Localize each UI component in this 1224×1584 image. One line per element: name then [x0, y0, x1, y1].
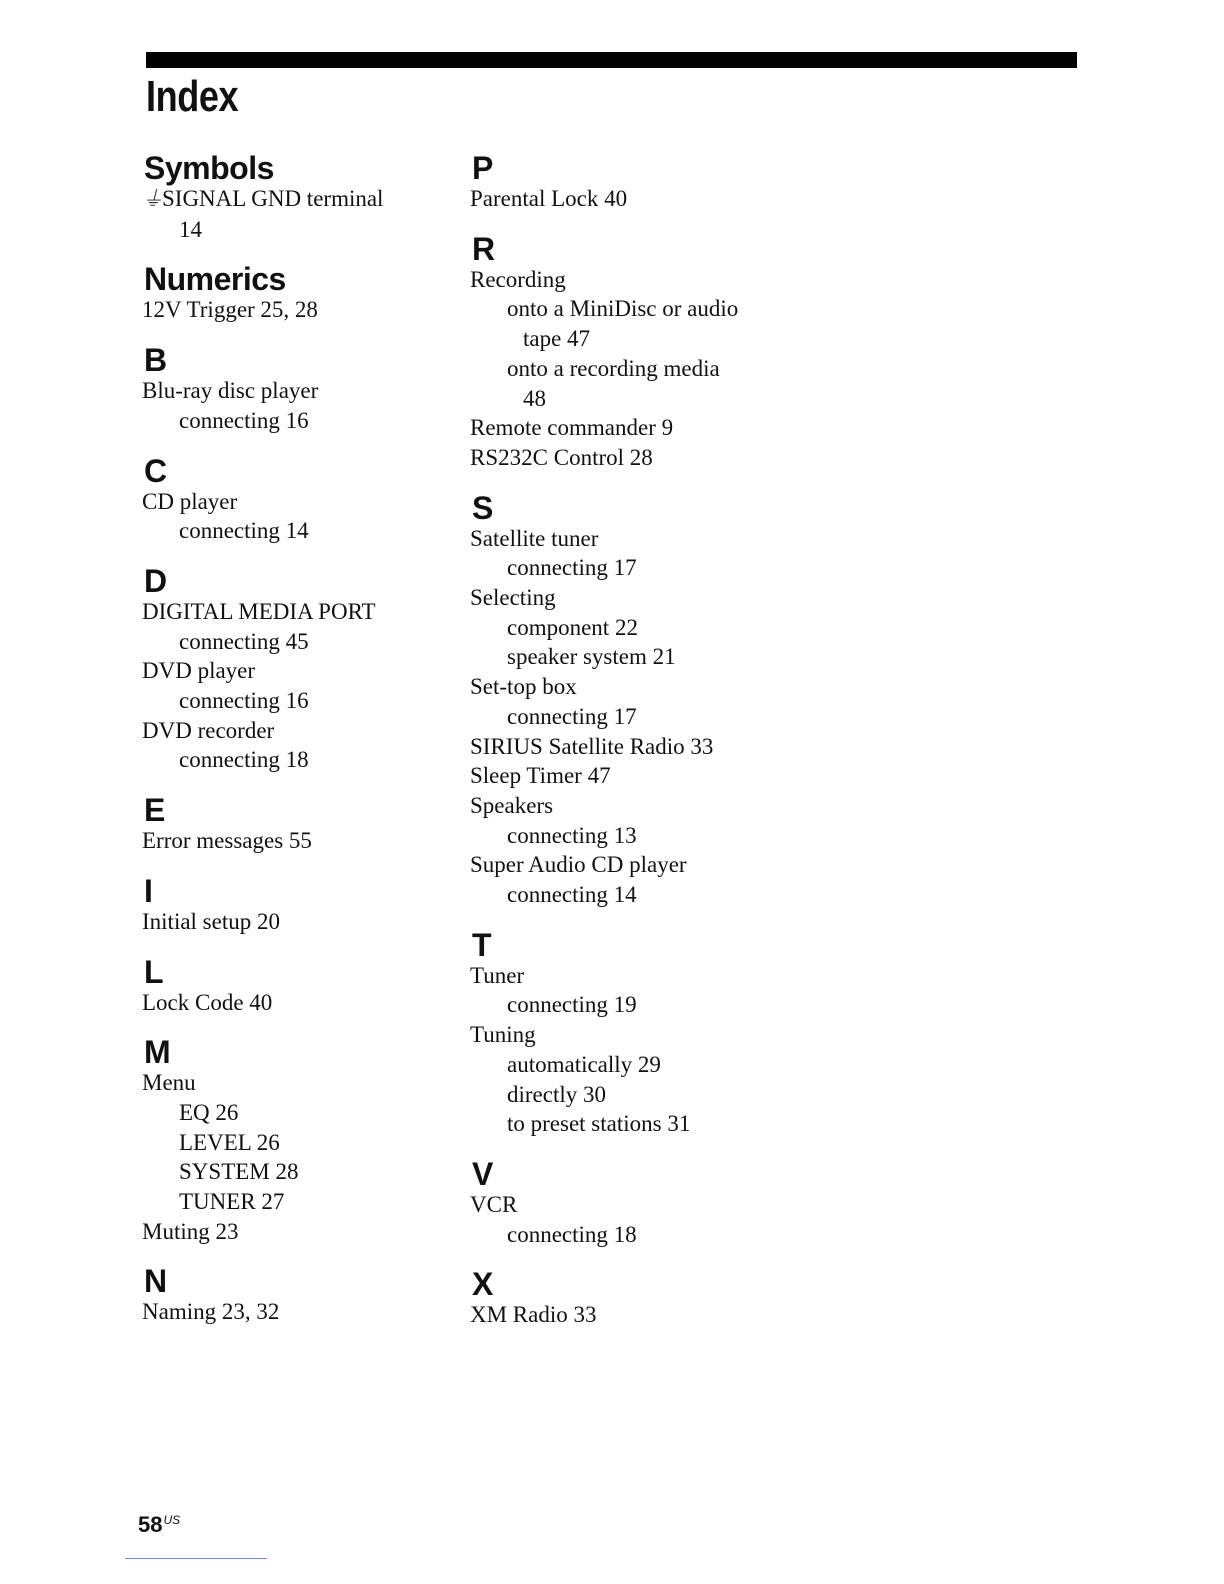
index-entry: Blu-ray disc player — [142, 378, 319, 404]
index-subentry: connecting 45 — [179, 628, 309, 654]
section-heading: R — [472, 230, 495, 267]
index-subentry: connecting 14 — [179, 518, 309, 544]
index-subentry: connecting 17 — [507, 555, 637, 581]
index-section-n — [140, 1261, 440, 1327]
index-section-i — [140, 871, 440, 937]
index-entry: 12V Trigger 25, 28 — [142, 297, 318, 323]
index-entry: XM Radio 33 — [470, 1302, 597, 1328]
page-number-suffix: US — [163, 1512, 181, 1527]
index-section-numerics — [140, 259, 440, 325]
section-heading: I — [144, 872, 153, 909]
index-entry: CD player — [142, 488, 238, 514]
index-entry: Error messages 55 — [142, 828, 312, 854]
index-entry: Tuner — [470, 962, 525, 988]
section-heading: Symbols — [144, 150, 274, 186]
index-section-e — [140, 790, 440, 856]
page-ref: tape 47 — [523, 326, 591, 352]
index-subentry: onto a recording media 48 — [468, 354, 768, 413]
index-column-left — [140, 148, 440, 1342]
index-subentry: EQ 26 — [179, 1099, 239, 1125]
index-section-x — [468, 1264, 768, 1330]
index-entry: RS232C Control 28 — [470, 444, 653, 470]
index-section-t — [468, 925, 768, 1139]
section-heading: M — [144, 1034, 171, 1071]
index-subentry: directly 30 — [507, 1081, 606, 1107]
index-entry: SIRIUS Satellite Radio 33 — [470, 733, 714, 759]
index-subentry: LEVEL 26 — [179, 1129, 280, 1155]
index-entry: Speakers — [470, 792, 554, 818]
index-entry: Lock Code 40 — [142, 989, 273, 1015]
page-ref: 14 — [179, 216, 202, 242]
index-subentry: TUNER 27 — [179, 1189, 285, 1215]
index-entry: Satellite tuner — [470, 525, 599, 551]
index-section-m — [140, 1032, 440, 1246]
index-subentry: connecting 16 — [179, 407, 309, 433]
index-entry: Menu — [142, 1070, 196, 1096]
top-rule — [146, 52, 1077, 68]
index-subentry: connecting 19 — [507, 992, 637, 1018]
page-title: Index — [146, 72, 239, 121]
page-number: $58^{US}$ — [138, 1512, 181, 1537]
index-section-c — [140, 451, 440, 546]
index-subentry: connecting 18 — [507, 1221, 637, 1247]
section-heading: X — [472, 1266, 493, 1303]
index-entry: Super Audio CD player — [470, 852, 687, 878]
index-subentry: to preset stations 31 — [507, 1111, 691, 1137]
index-subentry: connecting 14 — [507, 882, 637, 908]
index-section-r — [468, 229, 768, 473]
bottom-divider — [125, 1558, 267, 1559]
index-subentry: SYSTEM 28 — [179, 1159, 299, 1185]
index-entry: DIGITAL MEDIA PORT — [142, 598, 376, 624]
index-column-right — [468, 148, 768, 1345]
index-entry: Selecting — [470, 585, 556, 611]
index-entry: Naming 23, 32 — [142, 1299, 280, 1325]
index-entry: Recording — [470, 266, 566, 292]
index-entry: Set-top box — [470, 674, 577, 700]
index-subentry: connecting 18 — [179, 747, 309, 773]
index-section-l — [140, 952, 440, 1018]
index-entry-signal-gnd: ⏚SIGNAL GND terminal 14 — [140, 184, 440, 244]
section-heading: B — [144, 342, 167, 379]
index-entry: VCR — [470, 1191, 518, 1217]
index-subentry: automatically 29 — [507, 1051, 661, 1077]
section-heading: C — [144, 452, 167, 489]
index-entry: DVD recorder — [142, 717, 275, 743]
section-heading: Numerics — [144, 261, 286, 298]
page-ref: 48 — [523, 385, 546, 411]
index-section-symbols — [140, 148, 440, 244]
index-entry: Sleep Timer 47 — [470, 763, 611, 789]
section-heading: E — [144, 792, 165, 829]
signal-gnd-icon: ⏚ — [142, 187, 163, 211]
index-subentry: connecting 13 — [507, 822, 637, 848]
index-section-p — [468, 148, 768, 214]
index-section-d — [140, 561, 440, 775]
section-heading: S — [472, 489, 493, 526]
index-entry: Initial setup 20 — [142, 908, 280, 934]
index-section-b — [140, 340, 440, 435]
section-heading: L — [144, 953, 164, 990]
section-heading: T — [472, 926, 492, 963]
section-heading: D — [144, 562, 167, 599]
section-heading: V — [472, 1155, 493, 1192]
index-entry: Muting 23 — [142, 1218, 239, 1244]
index-entry: Tuning — [470, 1022, 536, 1048]
index-subentry: connecting 17 — [507, 703, 637, 729]
section-heading: P — [472, 150, 493, 186]
section-heading: N — [144, 1263, 167, 1300]
index-section-v — [468, 1154, 768, 1249]
index-subentry: onto a MiniDisc or audio tape 47 — [468, 294, 768, 353]
index-entry: Parental Lock 40 — [470, 186, 628, 211]
index-section-s — [468, 488, 768, 910]
index-subentry: connecting 16 — [179, 688, 309, 714]
index-subentry: component 22 — [507, 614, 638, 640]
index-subentry: speaker system 21 — [507, 644, 676, 670]
index-entry: Remote commander 9 — [470, 415, 674, 441]
index-entry: DVD player — [142, 658, 256, 684]
